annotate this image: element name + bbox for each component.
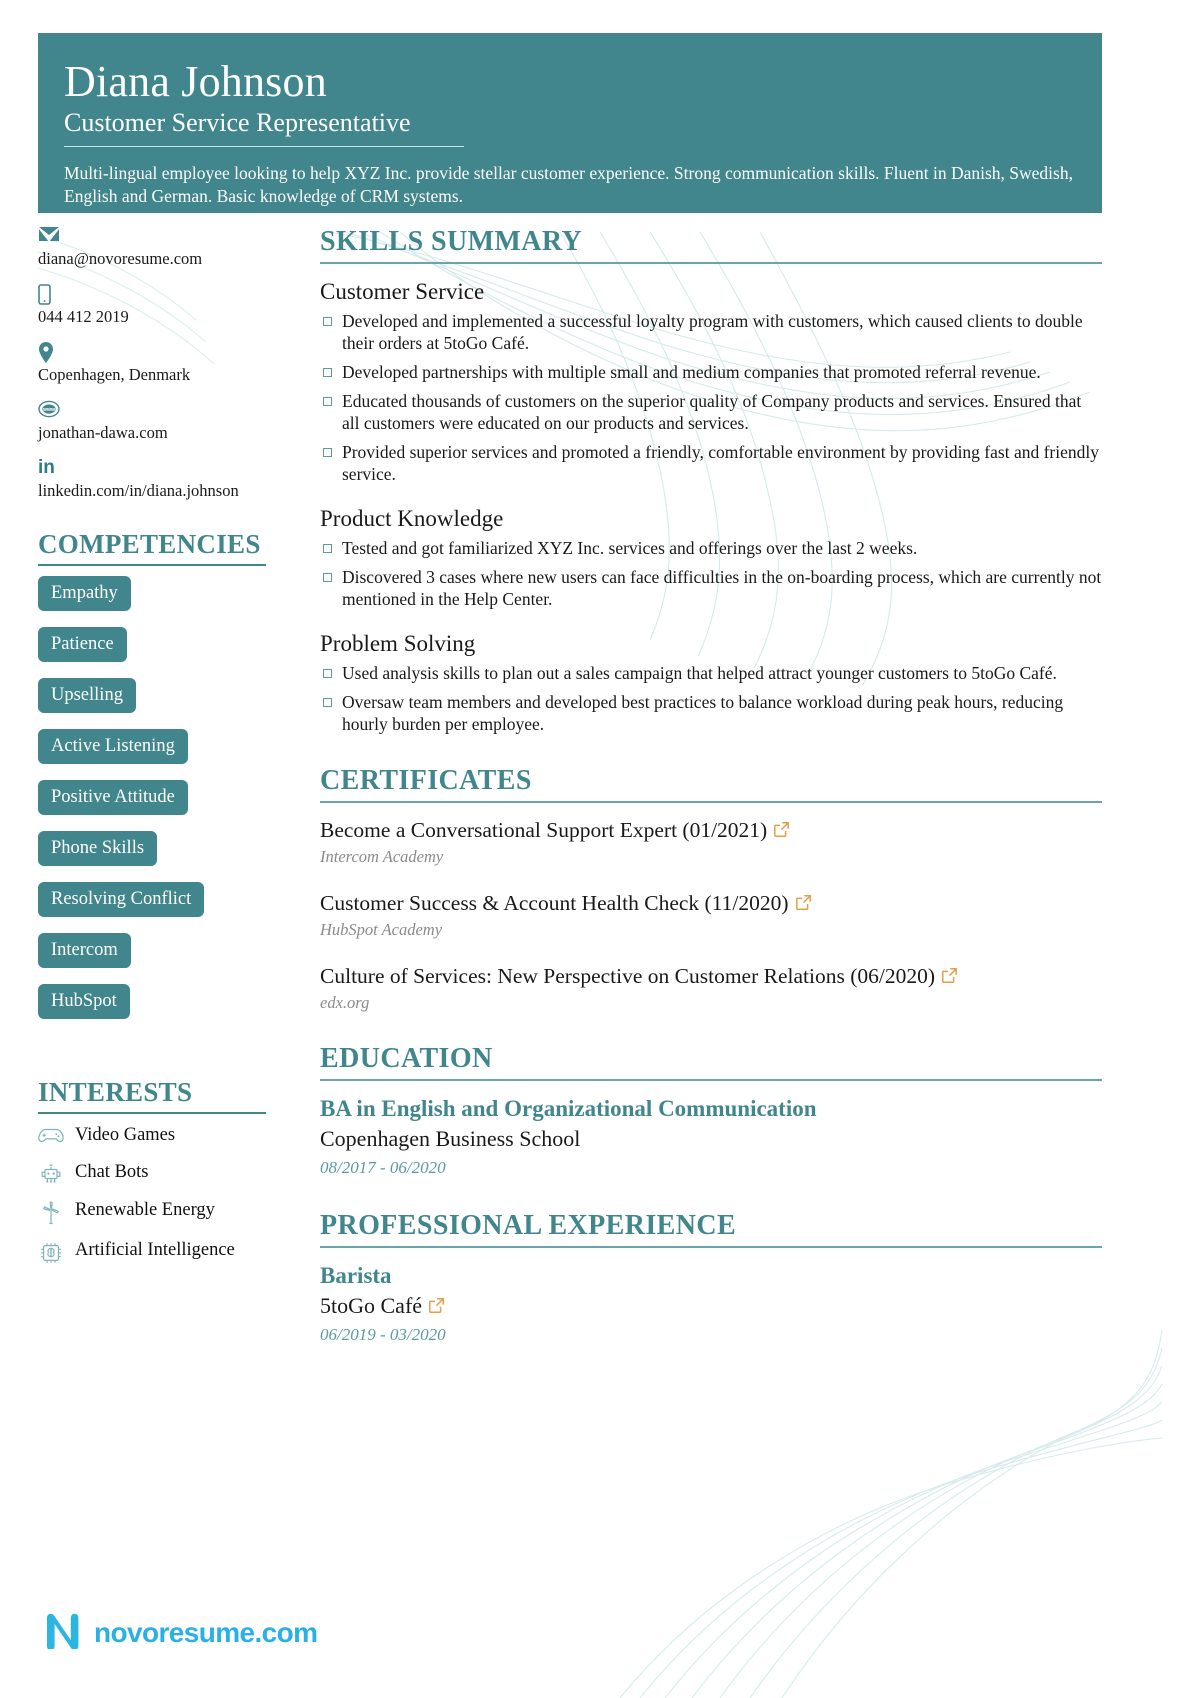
envelope-icon: [38, 226, 292, 248]
main-content: [310, 226, 1102, 1377]
page-title: Diana Johnson: [64, 57, 327, 106]
contact-phone-text: 044 412 2019: [38, 307, 129, 326]
certificate-title-row: [320, 889, 1102, 917]
certificate-title: Become a Conversational Support Expert (01/2021): [320, 818, 768, 842]
experience-item: [320, 1261, 1102, 1347]
contact-item-email[interactable]: [38, 226, 292, 269]
competencies-list: [38, 576, 292, 1035]
competency-pill[interactable]: Positive Attitude: [38, 780, 188, 815]
external-link-icon[interactable]: [773, 821, 790, 838]
certificate-item: [320, 962, 1102, 1013]
novoresume-n-logo-icon: [44, 1611, 84, 1654]
certificate-item: [320, 889, 1102, 940]
external-link-icon[interactable]: [795, 894, 812, 911]
skill-bullet: Provided superior services and promoted a friendly, comfortable environment by providing fast and friendly service.: [320, 441, 1102, 485]
interest-label: Artificial Intelligence: [75, 1240, 235, 1260]
skill-bullet: Tested and got familiarized XYZ Inc. services and offerings over the last 2 weeks.: [320, 537, 1102, 559]
resume-header: [38, 33, 1102, 213]
education-heading: EDUCATION: [320, 1043, 1102, 1081]
skills-summary-heading: SKILLS SUMMARY: [320, 226, 1102, 264]
footer-brand-text: novoresume.com: [94, 1616, 318, 1648]
skill-bullet-list: [320, 310, 1102, 485]
skill-bullet: Oversaw team members and developed best practices to balance workload during peak hours, reducing hourly burden per employee.: [320, 691, 1102, 735]
interest-item-chat-bots: [38, 1161, 292, 1185]
section-education: [320, 1043, 1102, 1180]
skill-bullet: Discovered 3 cases where new users can face difficulties in the on-boarding process, which are currently not mentioned in the Help Center.: [320, 566, 1102, 610]
location-pin-icon: [38, 342, 292, 364]
skill-bullet-list: [320, 537, 1102, 610]
experience-company-row: [320, 1291, 1102, 1321]
skill-group-title: Product Knowledge: [320, 506, 504, 531]
interest-item-artificial-intelligence: [38, 1239, 292, 1265]
education-school: Copenhagen Business School: [320, 1126, 581, 1151]
linkedin-icon: in: [38, 457, 55, 478]
interest-label: Renewable Energy: [75, 1200, 215, 1220]
section-experience: [320, 1210, 1102, 1347]
certificate-issuer: Intercom Academy: [320, 847, 444, 866]
interest-label: Video Games: [75, 1125, 176, 1145]
contact-email-text: diana@novoresume.com: [38, 249, 203, 268]
experience-dates: 06/2019 - 03/2020: [320, 1325, 446, 1344]
skill-group: [320, 629, 1102, 735]
cpu-brain-icon: [38, 1239, 64, 1265]
interest-label: Chat Bots: [75, 1162, 149, 1182]
skill-bullet-list: [320, 662, 1102, 735]
certificates-heading: CERTIFICATES: [320, 765, 1102, 803]
mobile-phone-icon: [38, 284, 292, 306]
svg-text:www: www: [42, 407, 56, 414]
contact-linkedin-text: linkedin.com/in/diana.johnson: [38, 481, 239, 500]
external-link-icon[interactable]: [941, 967, 958, 984]
competency-pill[interactable]: Active Listening: [38, 729, 188, 764]
skill-bullet: Developed and implemented a successful loyalty program with customers, which caused clients to double their orders at 5toGo Café.: [320, 310, 1102, 354]
education-item: [320, 1094, 1102, 1180]
experience-role: Barista: [320, 1263, 392, 1288]
interests-heading: INTERESTS: [38, 1077, 266, 1114]
certificate-title: Customer Success & Account Health Check (11/2020): [320, 891, 789, 915]
footer-brand[interactable]: [44, 1611, 317, 1654]
competency-pill[interactable]: Upselling: [38, 678, 136, 713]
contact-website-text: jonathan-dawa.com: [38, 423, 168, 442]
certificate-issuer: edx.org: [320, 993, 370, 1012]
competency-pill[interactable]: Phone Skills: [38, 831, 157, 866]
certificate-issuer: HubSpot Academy: [320, 920, 443, 939]
skill-group: [320, 277, 1102, 485]
gamepad-icon: [38, 1124, 64, 1144]
certificate-title-row: [320, 816, 1102, 844]
contact-item-phone[interactable]: [38, 284, 292, 327]
certificate-item: [320, 816, 1102, 867]
wind-turbine-icon: [38, 1199, 64, 1225]
skill-group-title: Problem Solving: [320, 631, 476, 656]
interest-item-video-games: [38, 1124, 292, 1147]
skill-bullet: Used analysis skills to plan out a sales campaign that helped attract younger customers to 5toGo Café.: [320, 662, 1102, 684]
certificate-title: Culture of Services: New Perspective on Customer Relations (06/2020): [320, 964, 936, 988]
section-skills-summary: [320, 226, 1102, 735]
job-title: Customer Service Representative: [64, 107, 464, 147]
experience-heading: PROFESSIONAL EXPERIENCE: [320, 1210, 1102, 1248]
interests-list: [38, 1124, 292, 1265]
profile-summary: Multi-lingual employee looking to help XYZ Inc. provide stellar customer experience. Strong communication skills. Fluent in Danish, Swedish, English and German. Basic knowledge of CRM systems.: [64, 163, 1073, 206]
section-certificates: [320, 765, 1102, 1013]
experience-company: 5toGo Café: [320, 1293, 423, 1318]
interest-item-renewable-energy: [38, 1199, 292, 1225]
external-link-icon[interactable]: [428, 1297, 445, 1314]
skill-bullet: Educated thousands of customers on the superior quality of Company products and services. Ensured that all customers were educated on our products and services.: [320, 390, 1102, 434]
robot-icon: [38, 1161, 64, 1185]
sidebar: [38, 226, 310, 1377]
competency-pill[interactable]: HubSpot: [38, 984, 130, 1019]
education-degree: BA in English and Organizational Communication: [320, 1096, 817, 1121]
competencies-heading: COMPETENCIES: [38, 529, 266, 566]
contact-list: [38, 226, 292, 501]
skill-group-title: Customer Service: [320, 279, 485, 304]
competency-pill[interactable]: Resolving Conflict: [38, 882, 204, 917]
competency-pill[interactable]: Patience: [38, 627, 127, 662]
contact-item-website[interactable]: [38, 400, 292, 443]
skill-bullet: Developed partnerships with multiple small and medium companies that promoted referral revenue.: [320, 361, 1102, 383]
education-dates: 08/2017 - 06/2020: [320, 1158, 446, 1177]
contact-item-location[interactable]: [38, 342, 292, 385]
contact-item-linkedin[interactable]: [38, 458, 292, 501]
competency-pill[interactable]: Empathy: [38, 576, 131, 611]
skill-group: [320, 504, 1102, 610]
contact-location-text: Copenhagen, Denmark: [38, 365, 191, 384]
www-globe-icon: [38, 400, 292, 422]
competency-pill[interactable]: Intercom: [38, 933, 131, 968]
certificate-title-row: [320, 962, 1102, 990]
